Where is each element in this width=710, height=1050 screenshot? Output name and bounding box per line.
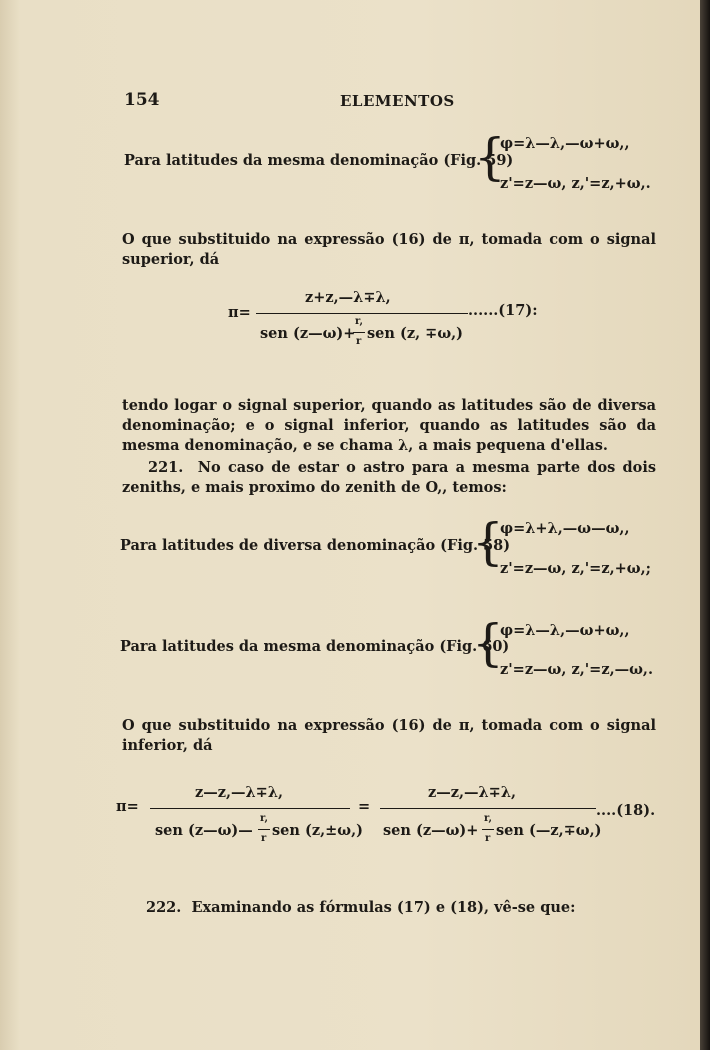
running-title: ELEMENTOS: [340, 92, 455, 110]
equation-phi: φ=λ—λ,—ω+ω,,: [500, 622, 630, 639]
paragraph-4: O que substituido na expressão (16) de π, tomada com o signal inferior, dá: [122, 717, 656, 754]
inner-fraction-bar-2: [482, 829, 494, 830]
equation-z: z'=z—ω, z,'=z,+ω,;: [500, 560, 651, 577]
inner-fraction-den-2: r: [485, 833, 491, 844]
book-edge: [700, 0, 710, 1050]
formula-numerator-2: z—z,—λ∓λ,: [428, 784, 517, 801]
formula-lhs: π=: [228, 304, 251, 321]
brace-symbol: {: [474, 128, 506, 186]
fraction-bar: [256, 313, 468, 314]
inner-fraction-den-1: r: [261, 833, 267, 844]
equation-phi: φ=λ—λ,—ω+ω,,: [500, 135, 630, 152]
section-number: 222.: [146, 899, 182, 916]
formula-numerator: z+z,—λ∓λ,: [305, 289, 391, 306]
paragraph-3: [122, 458, 656, 498]
inner-fraction-num: r,: [355, 316, 364, 327]
block-label: Para latitudes da mesma denominação (Fig. 60): [120, 638, 510, 655]
paragraph-1: O que substituido na expressão (16) de π, tomada com o signal superior, dá: [122, 231, 656, 268]
paragraph-2: tendo logar o signal superior, quando as latitudes são de diversa denominação; e o signal inferior, quando as latitudes são da mesma denominação, e se chama λ, a mais pequena d'ellas.: [122, 397, 656, 454]
formula-denominator-1a: sen (z—ω)—: [155, 822, 253, 839]
formula-denominator-2a: sen (z—ω)+: [383, 822, 479, 839]
inner-fraction-bar: [353, 332, 365, 333]
formula-denominator-b: sen (z, ∓ω,): [367, 325, 464, 342]
equation-phi: φ=λ+λ,—ω—ω,,: [500, 520, 630, 537]
formula-denominator-1b: sen (z,±ω,): [272, 822, 363, 839]
formula-number: ......(17):: [468, 302, 538, 319]
formula-equals: =: [358, 798, 371, 815]
formula-denominator-a: sen (z—ω)+: [260, 325, 356, 342]
inner-fraction-num-2: r,: [484, 813, 493, 824]
block-label: Para latitudes de diversa denominação (Fig. 58): [120, 537, 511, 554]
page-number: 154: [124, 90, 160, 110]
brace-symbol: {: [472, 614, 504, 672]
brace-symbol: {: [472, 513, 504, 571]
paragraph-5: [146, 899, 575, 916]
formula-denominator-2b: sen (—z,∓ω,): [496, 822, 602, 839]
inner-fraction-num-1: r,: [260, 813, 269, 824]
equation-z: z'=z—ω, z,'=z,—ω,.: [500, 661, 654, 678]
inner-fraction-bar-1: [258, 829, 270, 830]
fraction-bar-2: [380, 808, 596, 809]
formula-numerator-1: z—z,—λ∓λ,: [195, 784, 284, 801]
formula-number: ....(18).: [596, 802, 656, 819]
fraction-bar-1: [150, 808, 350, 809]
section-number: 221.: [148, 459, 184, 476]
paragraph-3-text: No caso de estar o astro para a mesma parte dos dois zeniths, e mais proximo do zenith de O,, temos:: [122, 459, 656, 496]
equation-z: z'=z—ω, z,'=z,+ω,.: [500, 175, 651, 192]
block-label: Para latitudes da mesma denominação (Fig. 59): [124, 152, 514, 169]
formula-lhs: π=: [116, 798, 139, 815]
inner-fraction-den: r: [356, 336, 362, 347]
paragraph-5-text: Examinando as fórmulas (17) e (18), vê-se que:: [191, 899, 576, 916]
